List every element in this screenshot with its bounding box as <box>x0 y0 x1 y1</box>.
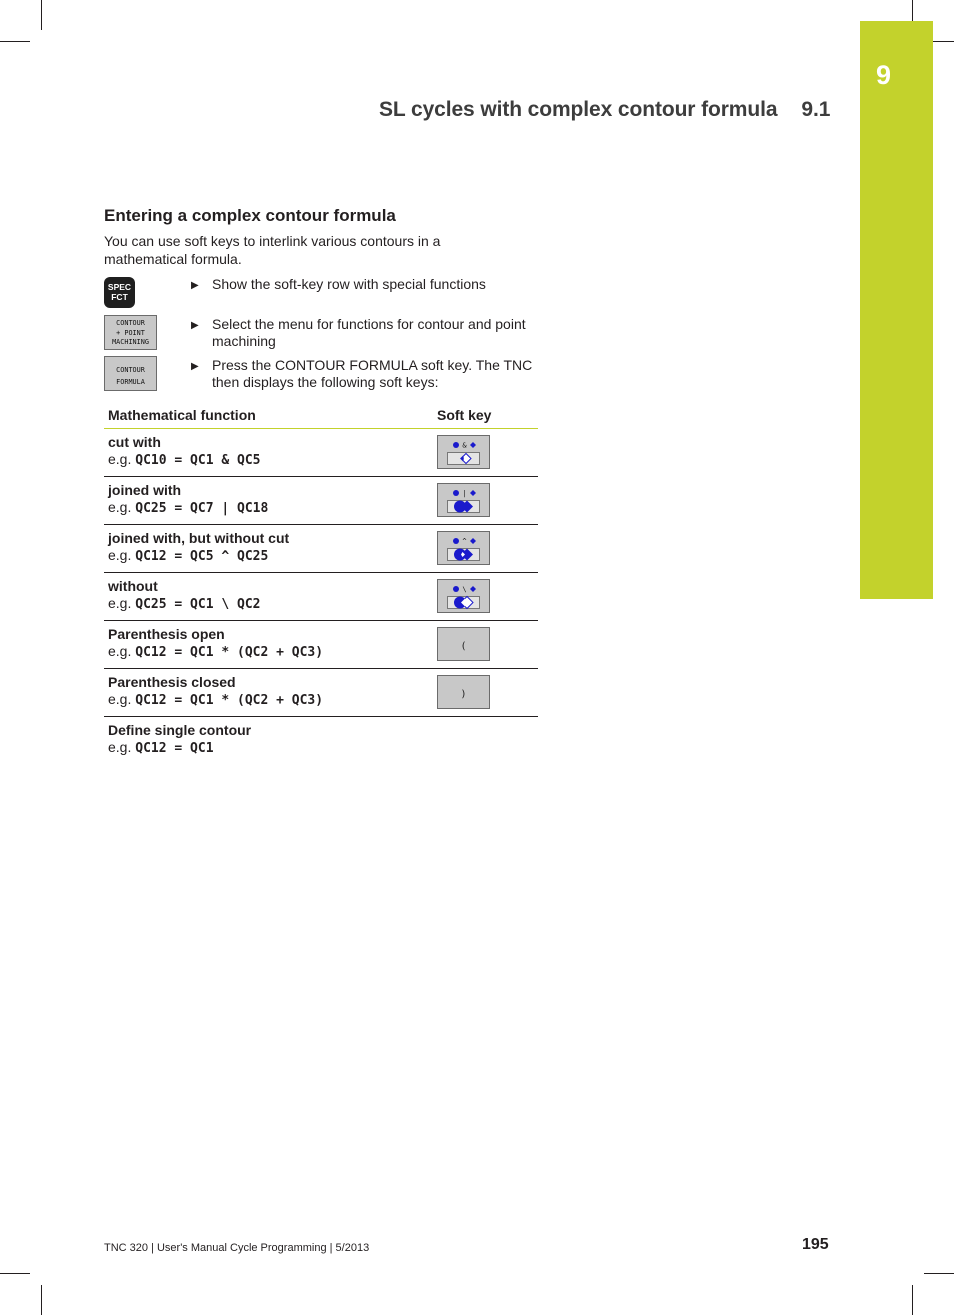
function-cell <box>104 717 433 765</box>
cut-with-icon <box>438 436 491 470</box>
parenthesis-closed-icon: ) <box>460 689 467 700</box>
parenthesis-closed-softkey[interactable] <box>437 675 490 709</box>
function-cell <box>104 621 433 669</box>
example-code: QC12 = QC1 * (QC2 + QC3) <box>135 693 324 708</box>
joined-with-icon <box>438 484 491 518</box>
table-row <box>104 525 538 573</box>
table-row <box>104 669 538 717</box>
eg-prefix: e.g. <box>108 691 132 707</box>
function-cell <box>104 525 433 573</box>
joined-with-softkey[interactable] <box>437 483 490 517</box>
contour-point-machining-softkey[interactable] <box>104 315 157 350</box>
function-name: cut with <box>108 434 161 450</box>
function-name: joined with <box>108 482 182 498</box>
example-code: QC25 = QC1 \ QC2 <box>135 597 261 612</box>
function-name: Parenthesis open <box>108 626 225 642</box>
step-text: Press the CONTOUR FORMULA soft key. The TNC then displays the following soft keys: <box>212 357 533 390</box>
function-example <box>108 451 429 469</box>
function-example <box>108 643 429 661</box>
operator-glyph: & <box>462 441 467 450</box>
softkey-line: MACHINING <box>112 338 149 346</box>
example-code: QC25 = QC7 | QC18 <box>135 501 269 516</box>
function-example <box>108 595 429 613</box>
crop-mark <box>924 1273 954 1274</box>
softkey-line: CONTOUR <box>116 366 145 374</box>
header-title: SL cycles with complex contour formula <box>379 98 778 121</box>
table-row <box>104 429 538 477</box>
softkey-line: + POINT <box>116 328 145 337</box>
function-cell <box>104 429 433 477</box>
table-row <box>104 621 538 669</box>
softkey-cell <box>433 669 538 717</box>
function-name: Define single contour <box>108 722 252 738</box>
cut-with-softkey[interactable] <box>437 435 490 469</box>
table-row <box>104 477 538 525</box>
operator-glyph: \ <box>462 585 467 594</box>
function-example <box>108 499 429 517</box>
example-code: QC12 = QC1 * (QC2 + QC3) <box>135 645 324 660</box>
function-example <box>108 547 429 565</box>
contour-formula-softkey[interactable] <box>104 356 157 391</box>
crop-mark <box>41 0 42 30</box>
eg-prefix: e.g. <box>108 451 132 467</box>
operator-glyph: ^ <box>462 537 467 546</box>
spec-fct-key[interactable] <box>104 277 135 308</box>
function-example <box>108 739 429 757</box>
crop-mark <box>912 1285 913 1315</box>
bullet-arrow-icon: ▶ <box>191 320 199 331</box>
parenthesis-open-icon: ( <box>460 641 467 652</box>
function-name: without <box>108 578 158 594</box>
table-row <box>104 573 538 621</box>
eg-prefix: e.g. <box>108 547 132 563</box>
without-softkey[interactable] <box>437 579 490 613</box>
softkey-line: FORMULA <box>116 378 145 386</box>
bullet-arrow-icon: ▶ <box>191 361 199 372</box>
chapter-tab <box>860 21 933 599</box>
example-code: QC10 = QC1 & QC5 <box>135 453 261 468</box>
crop-mark <box>0 41 30 42</box>
functions-table <box>104 402 538 764</box>
function-name: Parenthesis closed <box>108 674 236 690</box>
table-row <box>104 717 538 765</box>
example-code: QC12 = QC5 ^ QC25 <box>135 549 269 564</box>
section-title: Entering a complex contour formula <box>104 206 396 225</box>
step-text: Show the soft-key row with special functions <box>212 276 486 292</box>
without-icon <box>438 580 491 614</box>
function-example <box>108 691 429 709</box>
softkey-cell <box>433 525 538 573</box>
spec-fct-key-line2: FCT <box>111 292 128 302</box>
crop-mark <box>41 1285 42 1315</box>
parenthesis-open-softkey[interactable] <box>437 627 490 661</box>
step-text: Select the menu for functions for contour and point machining <box>212 316 526 349</box>
joined-without-cut-softkey[interactable] <box>437 531 490 565</box>
eg-prefix: e.g. <box>108 595 132 611</box>
softkey-cell <box>433 477 538 525</box>
softkey-line: CONTOUR <box>116 319 145 327</box>
softkey-cell <box>433 621 538 669</box>
column-header-function: Mathematical function <box>104 402 433 429</box>
eg-prefix: e.g. <box>108 499 132 515</box>
column-header-softkey: Soft key <box>433 402 538 429</box>
eg-prefix: e.g. <box>108 643 132 659</box>
function-name: joined with, but without cut <box>108 530 290 546</box>
eg-prefix: e.g. <box>108 739 132 755</box>
bullet-arrow-icon: ▶ <box>191 280 199 291</box>
table-header-row <box>104 402 538 429</box>
softkey-cell <box>433 717 538 765</box>
section-intro: You can use soft keys to interlink various contours in a mathematical formula. <box>104 233 441 267</box>
softkey-cell <box>433 429 538 477</box>
page-header <box>379 98 830 122</box>
crop-mark <box>0 1273 30 1274</box>
header-section: 9.1 <box>801 98 831 121</box>
spec-fct-key-line1: SPEC <box>107 282 132 292</box>
page-number: 195 <box>802 1236 829 1253</box>
function-cell <box>104 477 433 525</box>
function-cell <box>104 573 433 621</box>
softkey-cell <box>433 573 538 621</box>
footer-text: TNC 320 | User's Manual Cycle Programming | 5/2013 <box>104 1242 370 1254</box>
chapter-number: 9 <box>876 60 892 90</box>
operator-glyph: | <box>462 489 467 498</box>
function-cell <box>104 669 433 717</box>
example-code: QC12 = QC1 <box>135 741 214 756</box>
joined-without-cut-icon <box>438 532 491 566</box>
